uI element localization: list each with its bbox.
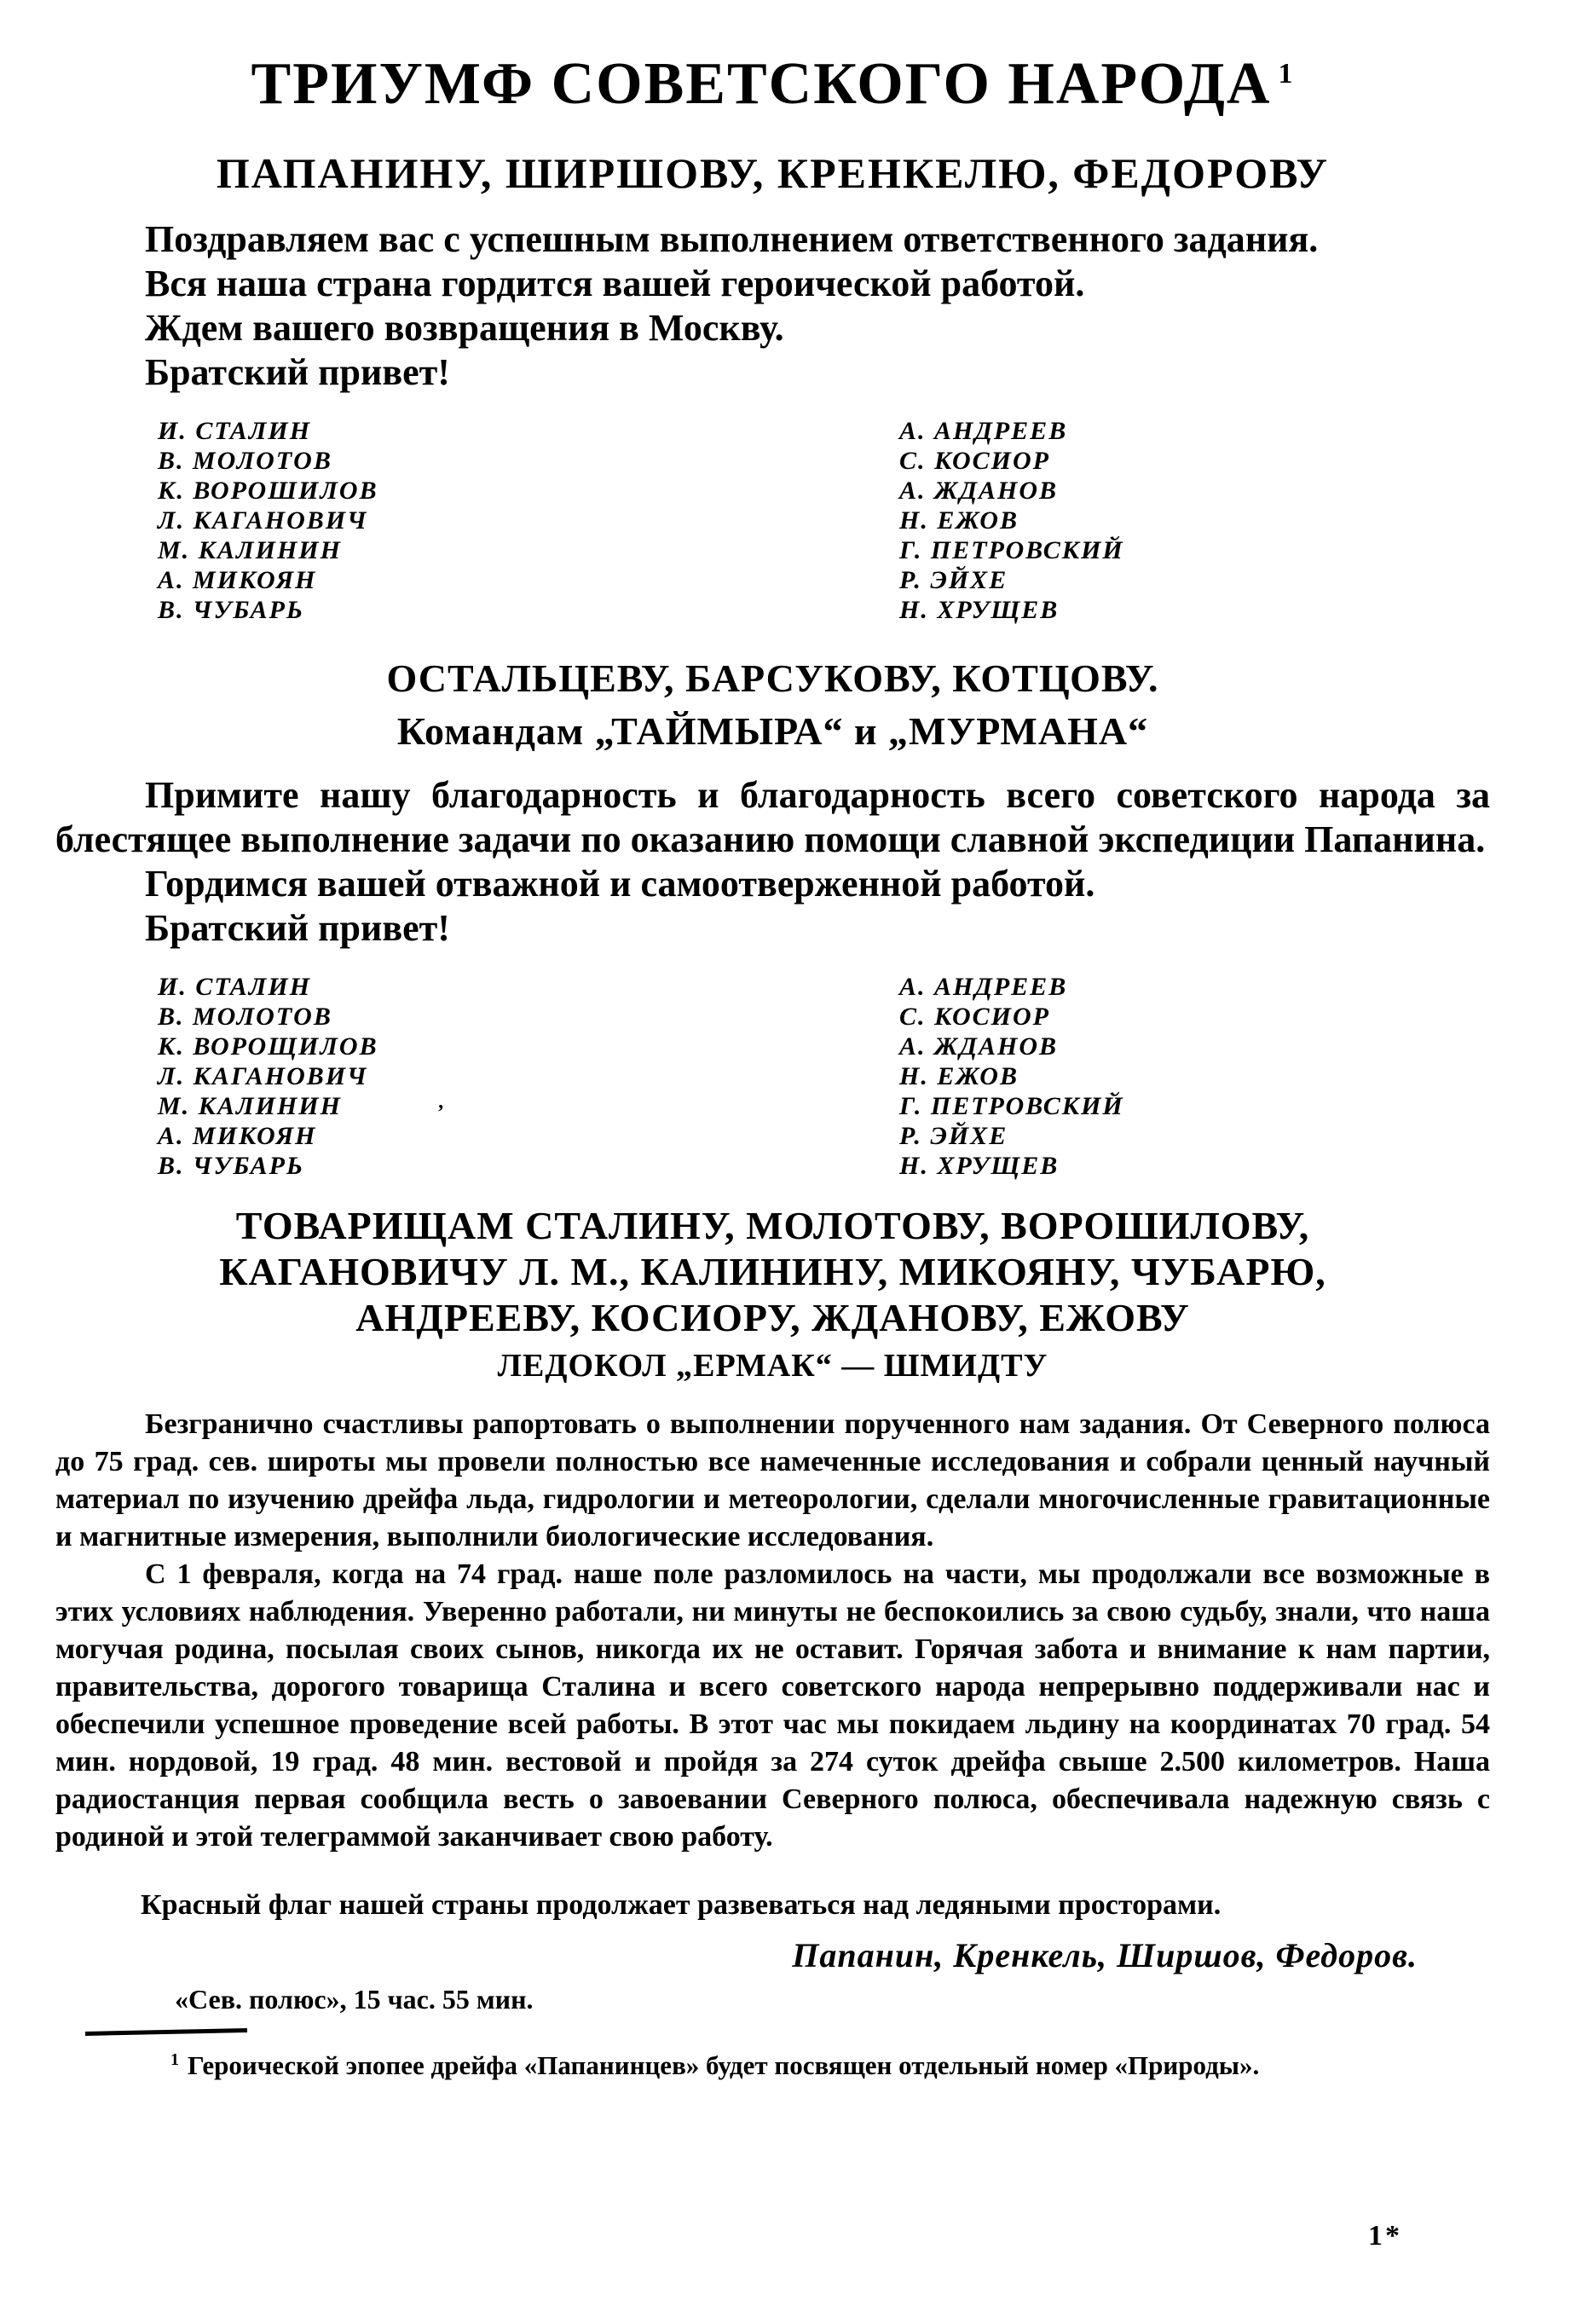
footnote — [55, 2049, 1490, 2082]
telegram3-paragraph: Безгранично счастливы рапортовать о выполнении порученного нам задания. От Северного полюса до 75 град. сев. широты мы провели полностью все намеченные исследования и собрали ценный научный материал по изучению дрейфа льда, гидрологии и метеорологии, сделали многочисленные гравитационные и магнитные измерения, выполнили биологические исследования. — [55, 1408, 1490, 1552]
signatory-name: А. МИКОЯН — [158, 566, 317, 594]
telegram1-paragraph: Братский привет! — [145, 351, 450, 393]
telegram3-sender-line: ЛЕДОКОЛ „ЕРМАК“ — ШМИДТУ — [497, 1348, 1048, 1384]
signatory-name: А. ЖДАНОВ — [899, 1032, 1059, 1061]
footnote-reference-mark: 1 — [1278, 57, 1295, 90]
signatory-name: Л. КАГАНОВИЧ — [158, 506, 368, 535]
signatories-column-left — [55, 972, 1490, 1181]
telegram2-paragraph: Братский привет! — [145, 907, 450, 949]
page-signature-mark: 1* — [1368, 2220, 1402, 2252]
print-artifact-mark: ’ — [437, 1101, 444, 1124]
signatory-name: М. КАЛИНИН — [158, 1092, 342, 1120]
signatory-name: Г. ПЕТРОВСКИЙ — [899, 536, 1124, 564]
footnote-number: 1 — [170, 2049, 179, 2069]
signatories-column-right — [899, 972, 1124, 1181]
signatory-name: А. МИКОЯН — [158, 1122, 317, 1150]
telegram2-addressees-ships: Командам „ТАЙМЫРА“ и „МУРМАНА“ — [396, 709, 1149, 753]
telegram1-text — [55, 217, 1490, 395]
signatory-name: К. ВОРОШИЛОВ — [158, 477, 378, 505]
signatory-name: В. ЧУБАРЬ — [158, 1152, 304, 1180]
telegram2-text — [55, 773, 1490, 951]
signatory-name: А. ЖДАНОВ — [899, 477, 1059, 505]
article-title-text: ТРИУМФ СОВЕТСКОГО НАРОДА — [251, 51, 1272, 117]
telegram1-paragraph: Поздравляем вас с успешным выполнением ответственного задания. — [145, 218, 1319, 260]
signatory-name: И. СТАЛИН — [158, 417, 312, 445]
telegram1-signatories — [55, 416, 1490, 625]
signatory-name: И. СТАЛИН — [158, 973, 312, 1001]
telegram1-addressees: ПАПАНИНУ, ШИРШОВУ, КРЕНКЕЛЮ, ФЕДОРОВУ — [216, 149, 1330, 197]
signatory-name: Н. ЕЖОВ — [899, 506, 1019, 535]
signatory-name: Л. КАГАНОВИЧ — [158, 1062, 368, 1090]
telegram2-paragraph: Гордимся вашей отважной и самоотверженной работой. — [145, 863, 1095, 905]
signatory-name: М. КАЛИНИН — [158, 536, 342, 564]
signatory-name: В. МОЛОТОВ — [158, 447, 332, 475]
signatory-name: Н. ХРУЩЕВ — [899, 596, 1060, 624]
telegram1-paragraph: Вся наша страна гордится вашей героической работой. — [145, 263, 1085, 304]
footnote-separator-rule — [85, 2028, 247, 2036]
footnote-text: Героической эпопее дрейфа «Папанинцев» будет посвящен отдельный номер «Природы». — [188, 2050, 1260, 2080]
telegram3-addressees-line: АНДРЕЕВУ, КОСИОРУ, ЖДАНОВУ, ЕЖОВУ — [355, 1296, 1190, 1339]
signatory-name: Н. ЕЖОВ — [899, 1062, 1019, 1090]
signatory-name: Р. ЭЙХЕ — [899, 566, 1008, 594]
signatory-name: Р. ЭЙХЕ — [899, 1122, 1008, 1150]
telegram3-dateline: «Сев. полюс», 15 час. 55 мин. — [175, 1984, 534, 2015]
telegram2-addressees: ОСТАЛЬЦЕВУ, БАРСУКОВУ, КОТЦОВУ. — [386, 656, 1159, 700]
telegram1-paragraph: Ждем вашего возвращения в Москву. — [145, 307, 784, 349]
telegram3-paragraph: С 1 февраля, когда на 74 град. наше поле разломилось на части, мы продолжали все возможные в этих условиях наблюдения. Уверенно работали, ни минуты не беспокоились за свою судьбу, знали, что наша могучая родина, посылая своих сынов, никогда их не оставит. Горячая забота и внимание к нам партии, правительства, дорогого товарища Сталина и всего советского народа непрерывно поддерживали нас и обеспечили успешное проведение всей работы. В этот час мы покидаем льдину на координатах 70 град. 54 мин. нордовой, 19 град. 48 мин. вестовой и пройдя за 274 суток дрейфа свыше 2.500 километров. Наша радиостанция первая сообщила весть о завоевании Северного полюса, обеспечивала надежную связь с родиной и этой телеграммой заканчивает свою работу. — [55, 1558, 1490, 1853]
telegram3-addressees-line: ТОВАРИЩАМ СТАЛИНУ, МОЛОТОВУ, ВОРОШИЛОВУ, — [235, 1204, 1310, 1247]
telegram2-paragraph: Примите нашу благодарность и благодарность всего советского народа за блестящее выполнение задачи по оказанию помощи славной экспедиции Папанина. — [55, 774, 1490, 860]
signatory-name: А. АНДРЕЕВ — [899, 973, 1068, 1001]
signatory-name: Г. ПЕТРОВСКИЙ — [899, 1092, 1124, 1120]
signatory-name: С. КОСИОР — [899, 1003, 1050, 1031]
telegram2-signatories — [55, 972, 1490, 1181]
telegram3-addressees-line: КАГАНОВИЧУ Л. М., КАЛИНИНУ, МИКОЯНУ, ЧУБАРЮ, — [219, 1250, 1326, 1293]
signatories-column-left — [55, 416, 1490, 625]
telegram3-signature: Папанин, Кренкель, Ширшов, Федоров. — [792, 1936, 1418, 1974]
telegram3-addressees — [55, 1203, 1490, 1341]
telegram3-closing-line: Красный флаг нашей страны продолжает развеваться над ледяными просторами. — [141, 1889, 1222, 1921]
signatory-name: С. КОСИОР — [899, 447, 1050, 475]
article-title — [55, 50, 1490, 119]
signatory-name: К. ВОРОЩИЛОВ — [158, 1032, 378, 1061]
signatory-name: В. МОЛОТОВ — [158, 1003, 332, 1031]
signatory-name: Н. ХРУЩЕВ — [899, 1152, 1060, 1180]
signatory-name: А. АНДРЕЕВ — [899, 417, 1068, 445]
signatories-column-right — [899, 416, 1124, 625]
signatory-name: В. ЧУБАРЬ — [158, 596, 304, 624]
telegram3-text — [55, 1406, 1490, 1856]
